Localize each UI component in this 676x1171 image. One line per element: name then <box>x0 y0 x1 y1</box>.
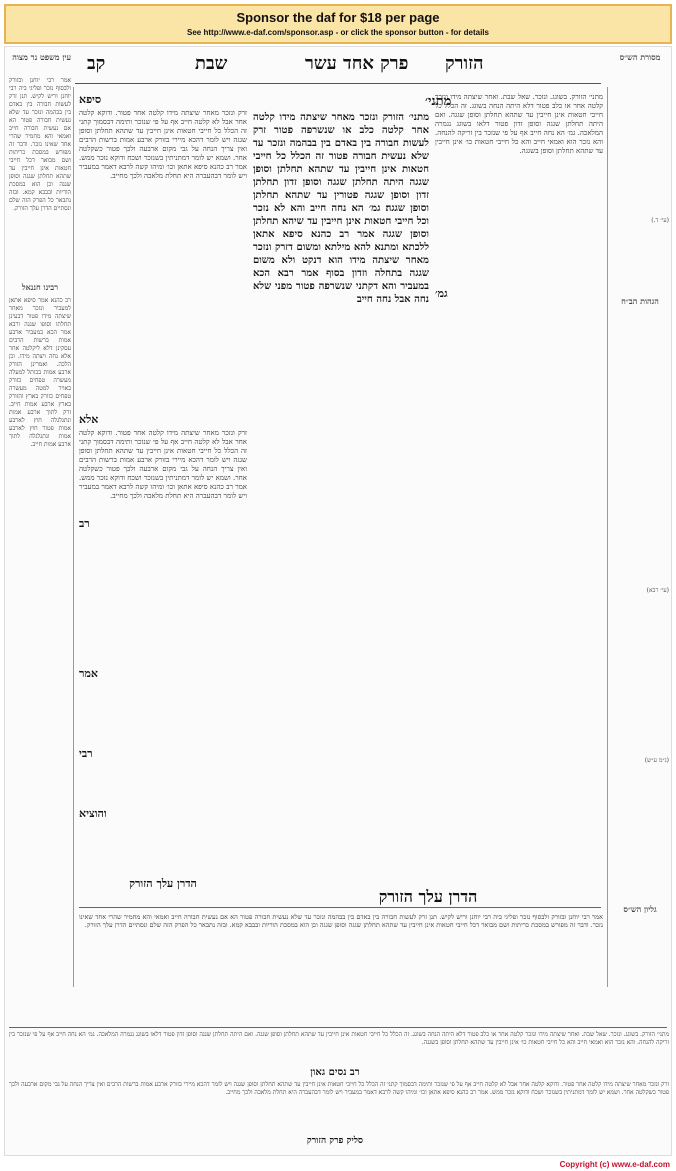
mesoret-heading: מסורת הש״ס <box>619 53 661 61</box>
ravi-label: רבי <box>79 747 93 760</box>
hadran-rule <box>79 907 601 908</box>
lower-commentary-text: אמר רבי יוחנן ובזורק ולבסוף נזכר ופליגי ביה רבי יוחנן וריש לקיש. תנן זרק לעשות חבורה בין באדם בין בבהמה ונזכר עד שלא נעשית חבורה פטור הא אם נעשית חבורה חייב ואמאי והא מחמיר שהרי אחד שאינו נזכר. ודבר זה מפורש במסכת כריתות ושם מבואר דכל חייבי חטאות אינן חייבין עד שתהא תחלתן שגגה וסופן שגגה וכן הוא במסכת הוריות ובבבא קמא. ובזה נתבאר כל הפרק הזה שלם ונסתיים הדרן עלך הזורק. <box>79 913 603 929</box>
margin-note-1: (עי׳ ד.) <box>651 217 669 224</box>
rav-nissim-heading: רב נסים גאון <box>310 1067 360 1078</box>
siluk-line: סליק פרק הזורק <box>306 1136 364 1146</box>
ein-mishpat-heading: עין משפט נר מצוה <box>12 53 71 61</box>
hadran-small: הדרן עלך הזורק <box>129 877 197 890</box>
gemara-label: גמ׳ <box>435 287 448 300</box>
tosafot-text-bottom: זרק ונזכר מאחר שיצתה מידו קלטה אחר פטור. ודוקא קלטה אחר אבל לא קלטה חייב אף על פי שנזכר ותימה דבסמוך קתני זה הכלל כל חייבי חטאות אינן חייבין עד שתהא תחלתן וסופן שגגה ויש לומר דהכא מיירי בזורק ארבע אמות ברשות הרבים ואין צריך הנחה על גבי מקום ארבעה ולכך פטור כשקלטה אחר. ושמא יש לומר דמתניתין בשנזכר ושכח ודוקא נזכר ממש. אמר רב כהנא סיפא אתאן וכו׳ ומיהו קשה לרבא דאמר במעביר ויש לומר דבהעברה היא תחלת מלאכה ולכך מחייב. <box>79 429 247 500</box>
amar-label: אמר <box>79 667 98 680</box>
daf-number-left: קב <box>87 53 106 74</box>
tractate-name: שבת <box>195 53 228 74</box>
sponsor-subtitle[interactable]: See http://www.e-daf.com/sponsor.asp - or click the sponsor button - for details <box>187 28 489 37</box>
sponsor-banner[interactable] <box>4 4 672 44</box>
rav-label: רב <box>79 517 90 530</box>
mishna-label: מתני׳ <box>425 94 452 109</box>
hagahot-heading: הגהות הב״ח <box>621 297 659 305</box>
chapter-number: פרק אחד עשר <box>305 53 409 74</box>
vehotzi-label: והוציא <box>79 807 107 820</box>
rabbenu-chananel-text: רב כהנא אמר סיפא אתאן למעביר ונזכר מאחר שיצתה מידו פטור דבעינן תחלתו וסופו שגגה ורבא אמר הכא במעביר ארבע אמות ברשות הרבים עסקינן דלא ליקלטה אחר אלא נחה ויצתה מידו. וכן הלכה. ואמרינן הזורק ארבע אמות בכותל למעלה מעשרה טפחים כזורק באויר למטה מעשרה טפחים כזורק בארץ והזורק בארץ ארבע אמות חייב. זרק לתוך ארבע אמות ונתגלגלה חוץ לארבע אמות פטור חוץ לארבע אמות ונתגלגלה לתוך ארבע אמות חייב. <box>9 297 71 448</box>
rabbenu-chananel-heading: רבינו חננאל <box>21 283 59 291</box>
talmud-page <box>4 46 672 1156</box>
rashi-text: מתני׳ הזורק. בשוגג. ונזכר. שאל שבת. ואחר שיצתה מידו ונזכר קלטה אחר או כלב פטור דלא היתה הנחה בשוגג. זה הכלל כל חייבי חטאות אינן חייבין עד שתהא תחלתן וסופן שגגה. ואם היתה תחלתן שגגה וסופן זדון פטור דלאו בשוגג נגמרה המלאכה. גמ׳ הא נחה חייב אף על פי שנזכר בין זריקה להנחה. והא נזכר הוא ואמאי חייב והא כל חייבי חטאות כו׳ אינן חייבין עד שתהא תחלתן וסופן בשגגה. <box>435 93 603 155</box>
footnotes-text: מתני׳ הזורק. בשוגג. ונזכר. שאל שבת. ואחר שיצתה מידו ונזכר קלטה אחר או כלב פטור דלא היתה הנחה בשוגג. זה הכלל כל חייבי חטאות אינן חייבין עד שתהא תחלתן וסופן שגגה. ואם היתה תחלתן שגגה וסופן זדון פטור דלאו בשוגג נגמרה המלאכה. גמ׳ הא נחה חייב אף על פי שנזכר בין זריקה להנחה. והא נזכר הוא ואמאי חייב והא כל חייבי חטאות כו׳ אינן חייבין עד שתהא תחלתן וסופן בשגגה. <box>9 1031 669 1046</box>
copyright-link[interactable]: Copyright (c) www.e-daf.com <box>559 1160 670 1169</box>
left-margin-rule <box>73 87 74 987</box>
gilyon-heading: גליון הש״ס <box>623 905 657 913</box>
rav-nissim-text: זרק ונזכר מאחר שיצתה מידו קלטה אחר פטור. ודוקא קלטה אחר אבל לא קלטה חייב אף על פי שנזכר ותימה דבסמוך קתני זה הכלל כל חייבי חטאות אינן חייבין עד שתהא תחלתן וסופן שגגה ויש לומר דהכא מיירי בזורק ארבע אמות ברשות הרבים ואין צריך הנחה על גבי מקום ארבעה ולכך פטור כשקלטה אחר. ושמא יש לומר דמתניתין בשנזכר ושכח ודוקא נזכר ממש. אמר רב כהנא סיפא אתאן וכו׳ ומיהו קשה לרבא דאמר במעביר ויש לומר דבהעברה היא תחלת מלאכה ולכך מחייב. <box>9 1081 669 1096</box>
margin-note-3: (נ״מ ע״ש) <box>644 757 669 764</box>
footnote-rule <box>9 1027 667 1028</box>
margin-note-2: (עי׳ רבא) <box>646 587 669 594</box>
ella-label: אלא <box>79 413 99 426</box>
tosafot-text-top: זרק ונזכר מאחר שיצתה מידו קלטה אחר פטור. ודוקא קלטה אחר אבל לא קלטה חייב אף על פי שנזכר ותימה דבסמוך קתני זה הכלל כל חייבי חטאות אינן חייבין עד שתהא תחלתן וסופן שגגה ויש לומר דהכא מיירי בזורק ארבע אמות ברשות הרבים ואין צריך הנחה על גבי מקום ארבעה ולכך פטור כשקלטה אחר. ושמא יש לומר דמתניתין בשנזכר ושכח ודוקא נזכר ממש. אמר רב כהנא סיפא אתאן וכו׳ ומיהו קשה לרבא דאמר במעביר ויש לומר דבהעברה היא תחלת מלאכה ולכך מחייב. <box>79 109 247 180</box>
sifa-label: סיפא <box>79 93 102 106</box>
right-margin-rule <box>607 87 608 987</box>
sponsor-title[interactable]: Sponsor the daf for $18 per page <box>236 10 440 25</box>
ein-mishpat-text: אמר רבי יוחנן ובזורק ולבסוף נזכר ופליגי ביה רבי יוחנן וריש לקיש. תנן זרק לעשות חבורה בין באדם בין בבהמה ונזכר עד שלא נעשית חבורה פטור הא אם נעשית חבורה חייב ואמאי והא מחמיר שהרי אחד שאינו נזכר. ודבר זה מפורש במסכת כריתות ושם מבואר דכל חייבי חטאות אינן חייבין עד שתהא תחלתן שגגה וסופן שגגה וכן הוא במסכת הוריות ובבבא קמא. ובזה נתבאר כל הפרק הזה שלם ונסתיים הדרן עלך הזורק. <box>9 77 71 212</box>
hadran-main: הדרן עלך הזורק <box>378 887 478 906</box>
chapter-name: הזורק <box>445 53 484 74</box>
header-rule <box>75 83 601 84</box>
gemara-main-text: מתני׳ הזורק ונזכר מאחר שיצתה מידו קלטה אחר קלטה כלב או שנשרפה פטור זרק לעשות חבורה בין באדם בין בבהמה ונזכר עד שלא נעשית חבורה פטור זה הכלל כל חייבי חטאות אינן חייבין עד שתהא תחלתן וסופן שגגה היתה תחלתן שגגה וסופן זדון תחלתן זדון וסופן שגגה פטורין עד שתהא תחלתן וסופן שגגה׃ גמ׳ הא נחה חייב והא לא נזכר וכל חייבי חטאות אינן חייבין עד שיהא תחלתן וסופן שגגה אמר רב כהנא סיפא אתאן ללכתא ומתנא להא מילתא ומשום דזרק ונזכר מאחר שיצתה מידו הוא דנקט ולא משום שגגה בתחלה וזדון בסוף אמר רבא הכא במעביר והא דקתני שנשרפה פטור מפני שלא נחה אבל נחה חייב <box>253 112 429 305</box>
